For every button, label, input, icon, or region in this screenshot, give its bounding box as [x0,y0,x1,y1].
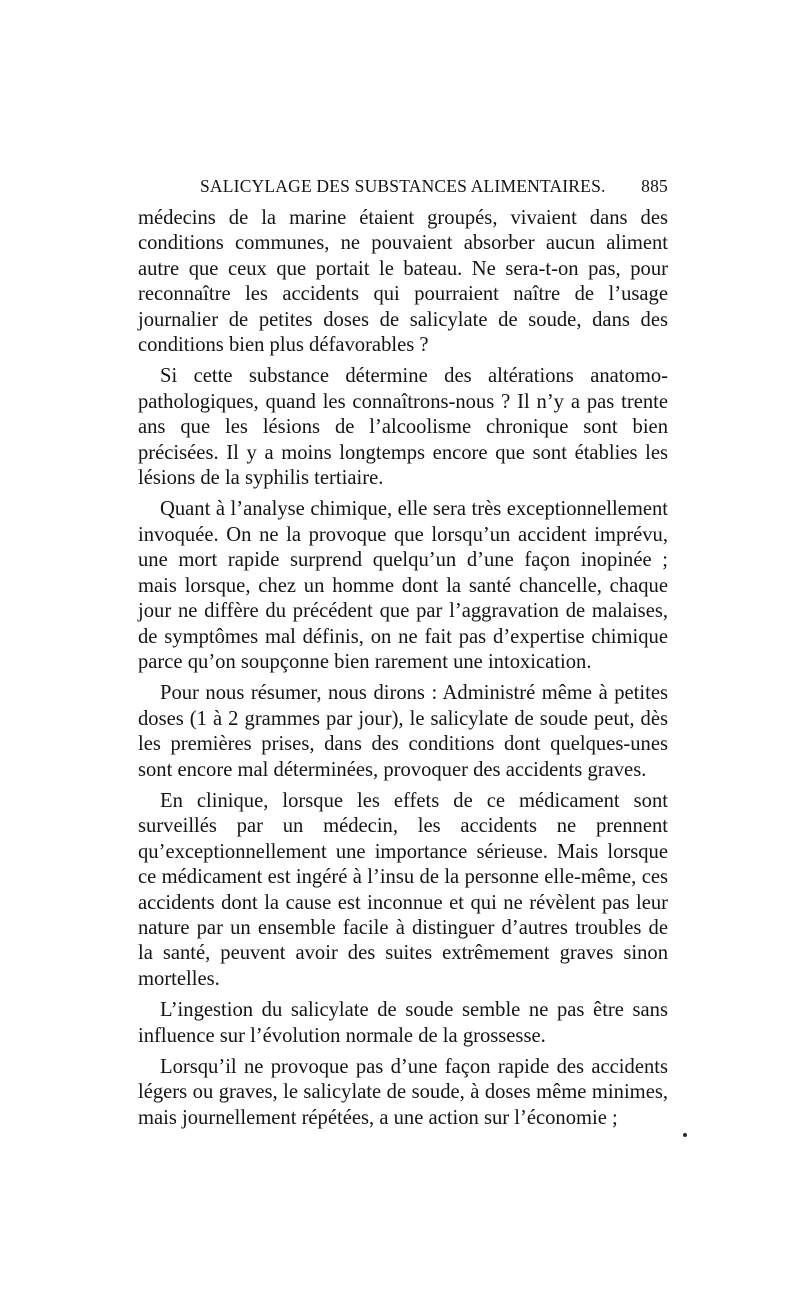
page-number: 885 [641,176,668,196]
paragraph: En clinique, lorsque les effets de ce médicament sont surveillés par un médecin, les accidents ne prennent qu’exceptionnellement une importance sérieuse. Mais lorsque ce médicament est ingéré à l’insu de la personne elle-même, ces accidents dont la cause est inconnue et qui ne révèlent pas leur nature par un ensemble facile à distinguer d’autres troubles de la santé, peuvent avoir des suites extrêmement graves sinon mortelles. [138,789,668,990]
paragraph: Pour nous résumer, nous dirons : Administré même à petites doses (1 à 2 grammes par jour), le salicylate de soude peut, dès les premières prises, dans des conditions dont quelques-unes sont encore mal déterminées, provoquer des accidents graves. [138,682,668,781]
body-text [138,206,668,1131]
print-speck [683,1133,687,1137]
paragraph: L’ingestion du salicylate de soude semble ne pas être sans influence sur l’évolution normale de la grossesse. [138,999,668,1047]
running-header [138,176,668,206]
paragraph: Si cette substance détermine des altérations anatomo-pathologiques, quand les connaîtrons-nous ? Il n’y a pas trente ans que les lésions de l’alcoolisme chronique sont bien précisées. Il y a moins longtemps encore que sont établies les lésions de la syphilis tertiaire. [138,365,668,490]
running-title: SALICYLAGE DES SUBSTANCES ALIMENTAIRES. [200,176,606,196]
paragraph: Quant à l’analyse chimique, elle sera très exceptionnellement invoquée. On ne la provoque que lorsqu’un accident imprévu, une mort rapide surprend quelqu’un d’une façon inopinée ; mais lorsque, chez un homme dont la santé chancelle, chaque jour ne diffère du précédent que par l’aggravation de malaises, de symptômes mal définis, on ne fait pas d’expertise chimique parce qu’on soupçonne bien rarement une intoxication. [138,498,668,673]
paragraph: Lorsqu’il ne provoque pas d’une façon rapide des accidents légers ou graves, le salicylate de soude, à doses même minimes, mais journellement répétées, a une action sur l’économie ; [138,1056,668,1129]
paragraph-continuation: médecins de la marine étaient groupés, vivaient dans des conditions communes, ne pouvaient absorber aucun aliment autre que ceux que portait le bateau. Ne sera-t-on pas, pour reconnaître les accidents qui pourraient naître de l’usage journalier de petites doses de salicylate de soude, dans des conditions bien plus défavorables ? [138,207,668,357]
book-page [138,176,668,1131]
